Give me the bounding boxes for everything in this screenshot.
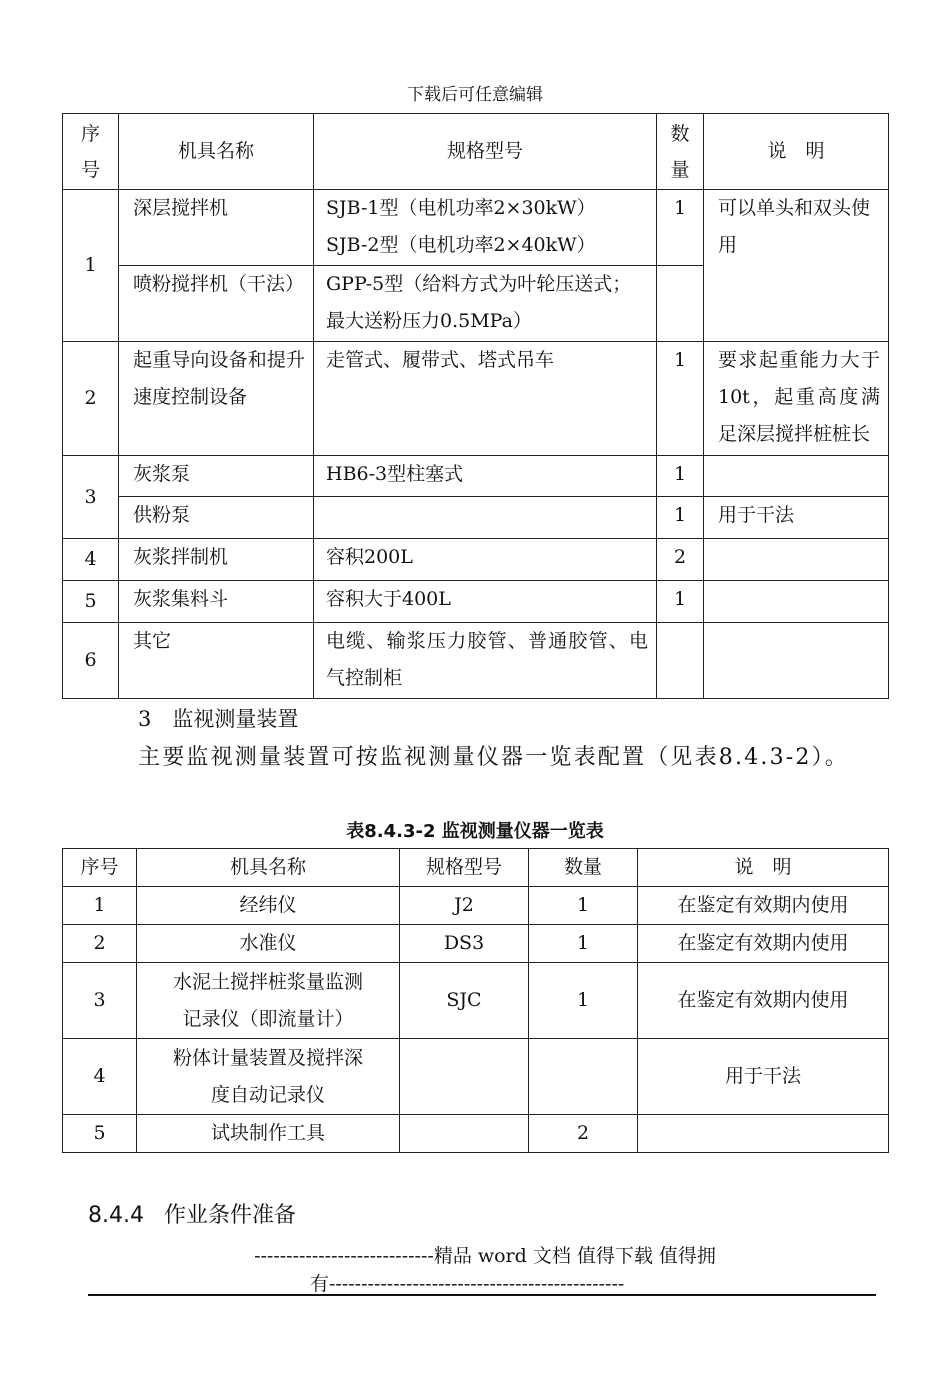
row-spec: SJC <box>400 963 529 1039</box>
row-no: 6 <box>63 623 119 699</box>
row-spec: 容积200L <box>314 539 657 581</box>
row-qty: 2 <box>529 1115 638 1153</box>
row-desc <box>704 456 889 497</box>
row-no: 4 <box>63 539 119 581</box>
row-no: 3 <box>63 456 119 539</box>
header-name: 机具名称 <box>137 849 400 887</box>
row-desc <box>638 1115 889 1153</box>
row-name: 灰浆集料斗 <box>119 581 314 623</box>
table-row <box>63 925 889 963</box>
table-title: 表8.4.3-2 监视测量仪器一览表 <box>346 821 604 842</box>
row-name: 喷粉搅拌机（干法） <box>119 266 314 342</box>
row-desc: 用于干法 <box>638 1039 889 1115</box>
row-name: 供粉泵 <box>119 497 314 539</box>
subsection-number: 8.4.4 <box>88 1203 144 1228</box>
row-no: 5 <box>63 581 119 623</box>
header-desc: 说 明 <box>704 114 889 190</box>
table-row <box>63 1039 889 1115</box>
footer-note <box>90 1242 880 1298</box>
header-qty: 数量 <box>529 849 638 887</box>
header-no: 序号 <box>63 849 137 887</box>
table-row <box>63 539 889 581</box>
row-no: 2 <box>63 925 137 963</box>
row-name: 深层搅拌机 <box>119 190 314 266</box>
instrument-table <box>62 848 889 1153</box>
body-paragraph: 主要监视测量装置可按监视测量仪器一览表配置（见表8.4.3-2）。 <box>138 745 850 770</box>
row-desc <box>704 539 889 581</box>
row-spec <box>400 1039 529 1115</box>
table-row <box>63 342 889 456</box>
row-no: 1 <box>63 190 119 342</box>
table-row <box>63 887 889 925</box>
header-spec: 规格型号 <box>400 849 529 887</box>
row-desc: 用于干法 <box>704 497 889 539</box>
row-desc <box>704 623 889 699</box>
row-no: 4 <box>63 1039 137 1115</box>
section-heading: 3 监视测量装置 <box>138 707 299 731</box>
row-name: 起重导向设备和提升速度控制设备 <box>119 342 314 456</box>
row-no: 2 <box>63 342 119 456</box>
table-row <box>63 456 889 497</box>
row-name: 试块制作工具 <box>137 1115 400 1153</box>
header-desc: 说 明 <box>638 849 889 887</box>
row-spec: DS3 <box>400 925 529 963</box>
row-qty: 1 <box>657 342 704 456</box>
row-spec: 容积大于400L <box>314 581 657 623</box>
row-qty: 2 <box>657 539 704 581</box>
row-spec: 电缆、输浆压力胶管、普通胶管、电气控制柜 <box>314 623 657 699</box>
row-name: 水准仪 <box>137 925 400 963</box>
header-qty: 数量 <box>657 114 704 190</box>
table-row <box>63 623 889 699</box>
table-row <box>63 581 889 623</box>
row-desc: 在鉴定有效期内使用 <box>638 925 889 963</box>
header-no: 序号 <box>63 114 119 190</box>
row-qty: 1 <box>657 581 704 623</box>
row-qty: 1 <box>657 190 704 266</box>
header-note: 下载后可任意编辑 <box>407 85 543 105</box>
row-qty <box>657 623 704 699</box>
row-spec: J2 <box>400 887 529 925</box>
row-spec <box>400 1115 529 1153</box>
row-name: 其它 <box>119 623 314 699</box>
row-desc: 要求起重能力大于10t，起重高度满足深层搅拌桩桩长 <box>704 342 889 456</box>
row-spec: HB6-3型柱塞式 <box>314 456 657 497</box>
row-qty: 1 <box>529 963 638 1039</box>
row-name: 灰浆拌制机 <box>119 539 314 581</box>
row-spec: GPP-5型（给料方式为叶轮压送式；最大送粉压力0.5MPa） <box>314 266 657 342</box>
footer-divider <box>88 1294 876 1296</box>
row-qty: 1 <box>657 456 704 497</box>
footer-line-1: ----------------------------精品 word 文档 值得下载 值得拥 <box>254 1245 716 1267</box>
row-spec: 走管式、履带式、塔式吊车 <box>314 342 657 456</box>
table-header-row <box>63 849 889 887</box>
row-qty: 1 <box>529 925 638 963</box>
equipment-table <box>62 113 889 699</box>
subsection-heading <box>88 1198 296 1229</box>
table-row <box>63 1115 889 1153</box>
row-name: 经纬仪 <box>137 887 400 925</box>
header-name: 机具名称 <box>119 114 314 190</box>
row-qty <box>657 266 704 342</box>
row-desc: 在鉴定有效期内使用 <box>638 963 889 1039</box>
table-row <box>63 497 889 539</box>
table-row <box>63 963 889 1039</box>
row-desc <box>704 581 889 623</box>
row-name: 粉体计量装置及搅拌深 度自动记录仪 <box>137 1039 400 1115</box>
row-name: 灰浆泵 <box>119 456 314 497</box>
row-desc: 可以单头和双头使用 <box>704 190 889 342</box>
row-no: 5 <box>63 1115 137 1153</box>
row-spec <box>314 497 657 539</box>
table-header-row <box>63 114 889 190</box>
row-no: 3 <box>63 963 137 1039</box>
row-qty: 1 <box>657 497 704 539</box>
table-row <box>63 190 889 266</box>
row-spec: SJB-1型（电机功率2×30kW） SJB-2型（电机功率2×40kW） <box>314 190 657 266</box>
footer-line-2: 有---------------------------------------------- <box>310 1273 625 1295</box>
row-desc: 在鉴定有效期内使用 <box>638 887 889 925</box>
row-qty: 1 <box>529 887 638 925</box>
header-spec: 规格型号 <box>314 114 657 190</box>
row-name: 水泥土搅拌桩浆量监测 记录仪（即流量计） <box>137 963 400 1039</box>
row-qty <box>529 1039 638 1115</box>
row-no: 1 <box>63 887 137 925</box>
subsection-title: 作业条件准备 <box>163 1203 296 1228</box>
